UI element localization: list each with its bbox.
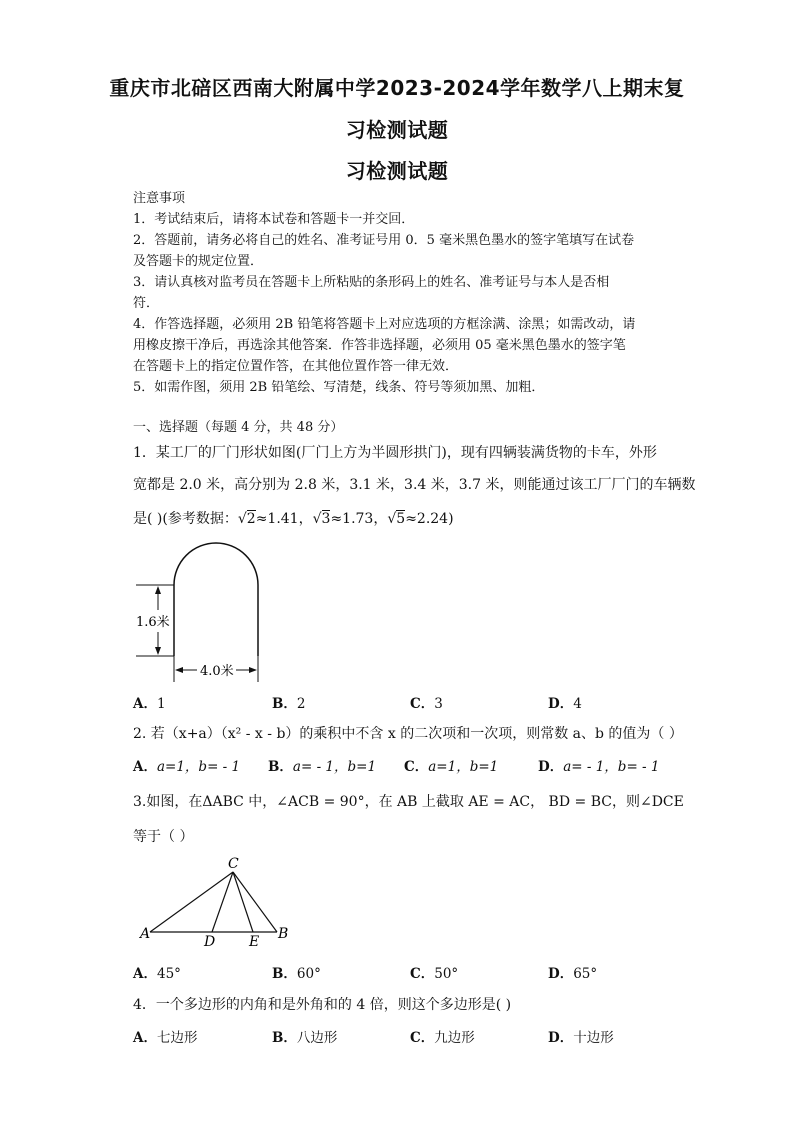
option-label: A． bbox=[133, 696, 157, 712]
notice-line: 用橡皮擦干净后，再选涂其他答案．作答非选择题，必须用 05 毫米黑色墨水的签字笔 bbox=[133, 338, 626, 353]
option-value: a= - 1，b=1 bbox=[292, 759, 377, 775]
page-title-line-2: 习检测试题 bbox=[345, 118, 449, 142]
notice-line: 3．请认真核对监考员在答题卡上所粘贴的条形码上的姓名、准考证号与本人是否相 bbox=[133, 275, 610, 290]
option-value: 3 bbox=[434, 696, 443, 712]
option-label: C． bbox=[410, 1030, 435, 1046]
option-value: 60° bbox=[296, 966, 321, 982]
segment-ac bbox=[150, 872, 233, 932]
q1-option-c[interactable] bbox=[410, 692, 443, 712]
option-label: A． bbox=[133, 759, 157, 775]
q1-ref-prefix: 是( )(参考数据： bbox=[133, 511, 238, 527]
q1-option-a[interactable] bbox=[133, 692, 166, 712]
q1-ref-radicand: 3 bbox=[321, 511, 331, 527]
option-value: 九边形 bbox=[434, 1030, 475, 1046]
option-label: B． bbox=[272, 1030, 297, 1046]
option-value: 50° bbox=[434, 966, 459, 982]
point-label-e: E bbox=[249, 934, 260, 947]
option-value: 七边形 bbox=[156, 1030, 198, 1046]
q1-ref-radicand: 5 bbox=[396, 511, 406, 527]
option-value: 4 bbox=[573, 696, 582, 712]
q4-stem: 4．一个多边形的内角和是外角和的 4 倍，则这个多边形是( ) bbox=[133, 997, 512, 1013]
q3-stem-2: 等于（ ） bbox=[133, 829, 194, 845]
notice-line: 及答题卡的规定位置． bbox=[133, 254, 264, 269]
point-label-b: B bbox=[278, 926, 289, 942]
notice-line: 4．作答选择题，必须用 2B 铅笔将答题卡上对应选项的方框涂满、涂黑；如需改动，请 bbox=[133, 317, 636, 332]
option-label: C． bbox=[410, 966, 435, 982]
q1-ref-approx: ≈1.73， bbox=[330, 511, 388, 527]
q1-ref-approx: ≈2.24) bbox=[405, 511, 454, 527]
q3-option-d[interactable] bbox=[548, 962, 597, 982]
q1-stem-line-1: 1．某工厂的厂门形状如图(厂门上方为半圆形拱门)，现有四辆装满货物的卡车，外形 bbox=[133, 445, 657, 461]
q2-stem: 2. 若（x+a）（x² - x - b）的乘积中不含 x 的二次项和一次项，则常数 a、b 的值为（ ） bbox=[133, 726, 683, 742]
q1-gate-figure bbox=[130, 540, 270, 685]
q1-option-d[interactable] bbox=[548, 692, 582, 712]
arrowhead bbox=[175, 667, 183, 673]
option-label: A． bbox=[133, 966, 157, 982]
fig-width-label: 4.0米 bbox=[200, 664, 234, 679]
section-heading: 一、选择题（每题 4 分，共 48 分） bbox=[133, 420, 344, 435]
segment-cd bbox=[212, 872, 233, 932]
option-value: 1 bbox=[156, 696, 166, 712]
q1-ref-radicand: 2 bbox=[246, 511, 256, 527]
q3-option-a[interactable] bbox=[133, 962, 181, 982]
option-value: a=1，b=1 bbox=[428, 759, 499, 775]
option-value: 十边形 bbox=[573, 1030, 614, 1046]
segment-ce bbox=[233, 872, 253, 932]
segment-bc bbox=[233, 872, 277, 932]
option-label: B． bbox=[272, 696, 297, 712]
option-value: 45° bbox=[156, 966, 181, 982]
page-title-line-1: 重庆市北碚区西南大附属中学2023-2024学年数学八上期末复 bbox=[109, 76, 685, 100]
option-value: a= - 1，b= - 1 bbox=[563, 759, 660, 775]
q2-option-a[interactable] bbox=[133, 755, 240, 775]
sqrt-symbol: √ bbox=[237, 511, 247, 527]
notice-line: 符． bbox=[133, 296, 160, 311]
notice-line: 2．答题前，请务必将自己的姓名、准考证号用 0．5 毫米黑色墨水的签字笔填写在试卷 bbox=[133, 233, 635, 248]
option-label: C． bbox=[404, 759, 429, 775]
notice-line: 1．考试结束后，请将本试卷和答题卡一并交回． bbox=[133, 212, 415, 227]
option-value: 2 bbox=[296, 696, 306, 712]
page-title-line-3: 习检测试题 bbox=[345, 159, 449, 183]
point-label-a: A bbox=[140, 926, 151, 942]
sqrt-symbol: √ bbox=[312, 511, 322, 527]
q4-option-d[interactable] bbox=[548, 1026, 614, 1046]
fig-height-label: 1.6米 bbox=[136, 615, 170, 630]
option-value: 65° bbox=[573, 966, 598, 982]
option-value: a=1，b= - 1 bbox=[156, 759, 241, 775]
notice-heading: 注意事项 bbox=[133, 191, 186, 206]
arrowhead bbox=[249, 667, 257, 673]
q2-option-b[interactable] bbox=[268, 755, 376, 775]
option-label: D． bbox=[538, 759, 564, 775]
q3-triangle-figure bbox=[135, 852, 295, 947]
option-label: B． bbox=[268, 759, 293, 775]
q2-option-d[interactable] bbox=[538, 755, 660, 775]
q3-stem: 3.如图，在ΔABC 中，∠ACB = 90°，在 AB 上截取 AE = AC， BD = BC，则∠DCE bbox=[133, 794, 684, 810]
q4-option-c[interactable] bbox=[410, 1026, 475, 1046]
q3-option-b[interactable] bbox=[272, 962, 321, 982]
point-label-d: D bbox=[204, 934, 216, 947]
option-value: 八边形 bbox=[296, 1030, 338, 1046]
option-label: D． bbox=[548, 1030, 574, 1046]
option-label: B． bbox=[272, 966, 297, 982]
q1-stem-line-2: 宽都是 2.0 米，高分别为 2.8 米，3.1 米，3.4 米，3.7 米，则能通过该工厂厂门的车辆数 bbox=[133, 477, 696, 493]
option-label: C． bbox=[410, 696, 435, 712]
arrowhead bbox=[155, 647, 161, 655]
q3-option-c[interactable] bbox=[410, 962, 458, 982]
gate-outline bbox=[174, 543, 258, 656]
option-label: D． bbox=[548, 966, 574, 982]
arrowhead bbox=[155, 586, 161, 594]
q1-option-b[interactable] bbox=[272, 692, 306, 712]
sqrt-symbol: √ bbox=[387, 511, 397, 527]
q1-ref-approx: ≈1.41， bbox=[255, 511, 313, 527]
option-label: D． bbox=[548, 696, 574, 712]
q4-option-b[interactable] bbox=[272, 1026, 337, 1046]
q1-stem-line-3 bbox=[133, 508, 454, 528]
q2-option-c[interactable] bbox=[404, 755, 498, 775]
q4-option-a[interactable] bbox=[133, 1026, 197, 1046]
option-label: A． bbox=[133, 1030, 157, 1046]
notice-line: 5．如需作图，须用 2B 铅笔绘、写清楚，线条、符号等须加黑、加粗． bbox=[133, 380, 545, 395]
point-label-c: C bbox=[228, 856, 239, 872]
notice-line: 在答题卡上的指定位置作答，在其他位置作答一律无效． bbox=[133, 359, 459, 374]
